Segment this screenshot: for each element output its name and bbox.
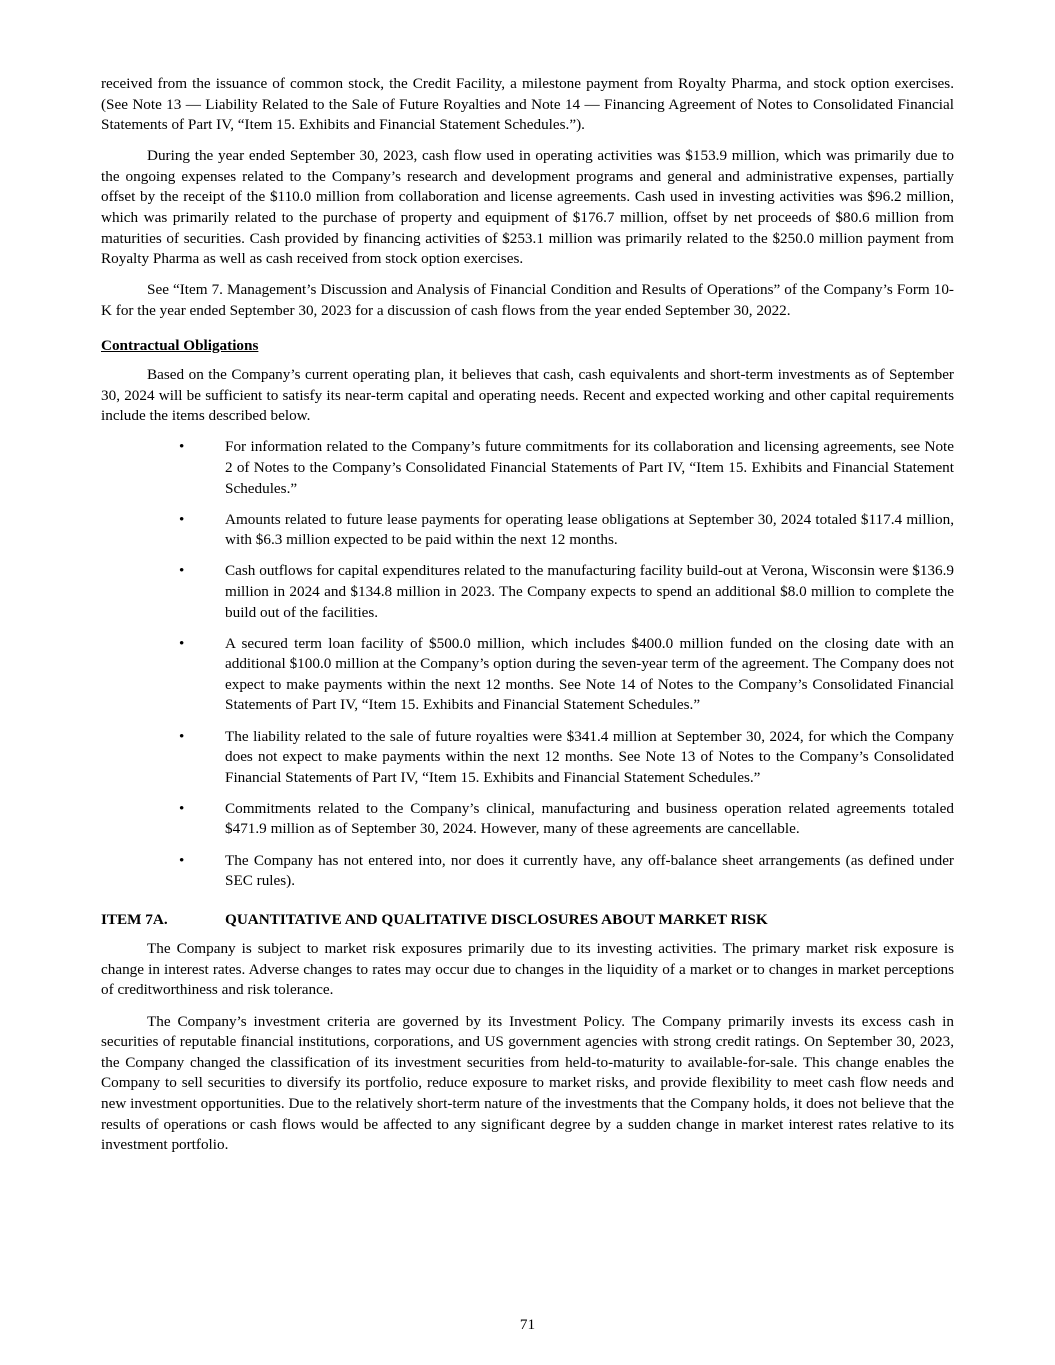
list-item: [101, 437, 954, 499]
list-item-text: The Company has not entered into, nor does it currently have, any off-balance sheet arrangements (as defined under SEC rules).: [225, 851, 954, 890]
bullet-icon: •: [179, 851, 185, 869]
item-number: ITEM 7A.: [101, 910, 168, 928]
page-number: 71: [519, 1316, 536, 1333]
paragraph: Based on the Company’s current operating plan, it believes that cash, cash equivalents and short-term investments as of September 30, 2024 will be sufficient to satisfy its near-term capital and operating needs. Recent and expected working and other capital requirements include the items described below.: [101, 366, 954, 425]
list-item-text: Cash outflows for capital expenditures related to the manufacturing facility build-out at Verona, Wisconsin were $136.9 million in 2024 and $134.8 million in 2023. The Company expects to spend an additional $8.0 million to complete the build out of the facilities.: [225, 562, 954, 621]
bullet-icon: •: [179, 562, 185, 580]
document-page: [101, 74, 954, 1166]
bullet-icon: •: [179, 438, 185, 456]
bullet-icon: •: [179, 634, 185, 652]
list-item: [101, 851, 954, 892]
bullet-icon: •: [179, 510, 185, 528]
paragraph: The Company is subject to market risk exposures primarily due to its investing activities. The primary market risk exposure is change in interest rates. Adverse changes to rates may occur due to changes in the liquidity of a market or to changes in market perceptions of creditworthiness and risk tolerance.: [101, 940, 954, 999]
item-title: QUANTITATIVE AND QUALITATIVE DISCLOSURES ABOUT MARKET RISK: [225, 910, 768, 928]
paragraph: received from the issuance of common stock, the Credit Facility, a milestone payment from Royalty Pharma, and stock option exercises. (See Note 13 — Liability Related to the Sale of Future Royalties and Note 14 — Financing Agreement of Notes to Consolidated Financial Statements of Part IV, “Item 15. Exhibits and Financial Statement Schedules.”).: [101, 75, 954, 134]
section-heading-contractual-obligations: Contractual Obligations: [101, 336, 259, 354]
list-item: [101, 727, 954, 789]
bullet-icon: •: [179, 799, 185, 817]
list-item: [101, 510, 954, 551]
paragraph: During the year ended September 30, 2023, cash flow used in operating activities was $153.9 million, which was primarily due to the ongoing expenses related to the Company’s research and development programs and general and administrative expenses, partially offset by the receipt of the $110.0 million from collaboration and license agreements. Cash used in investing activities was $96.2 million, which was primarily related to the purchase of property and equipment of $176.7 million, offset by net proceeds of $80.6 million from maturities of securities. Cash provided by financing activities of $253.1 million was primarily related to the $250.0 million payment from Royalty Pharma as well as cash received from stock option exercises.: [101, 147, 954, 268]
list-item: [101, 634, 954, 716]
list-item-text: A secured term loan facility of $500.0 million, which includes $400.0 million funded on the closing date with an additional $100.0 million at the Company’s option during the seven-year term of the agreement. The Company does not expect to make payments within the next 12 months. See Note 14 of Notes to the Company’s Consolidated Financial Statements of Part IV, “Item 15. Exhibits and Financial Statement Schedules.”: [225, 634, 954, 714]
list-item-text: For information related to the Company’s future commitments for its collaboration and licensing agreements, see Note 2 of Notes to the Company’s Consolidated Financial Statements of Part IV, “Item 15. Exhibits and Financial Statement Schedules.”: [225, 438, 954, 497]
list-item-text: Commitments related to the Company’s clinical, manufacturing and business operation related agreements totaled $471.9 million as of September 30, 2024. However, many of these agreements are cancellable.: [225, 799, 954, 838]
paragraph: See “Item 7. Management’s Discussion and Analysis of Financial Condition and Results of Operations” of the Company’s Form 10-K for the year ended September 30, 2023 for a discussion of cash flows from the year ended September 30, 2022.: [101, 281, 954, 319]
list-item: [101, 561, 954, 623]
list-item-text: Amounts related to future lease payments for operating lease obligations at September 30, 2024 totaled $117.4 million, with $6.3 million expected to be paid within the next 12 months.: [225, 510, 954, 549]
item-7a-heading: [101, 910, 954, 931]
paragraph: The Company’s investment criteria are governed by its Investment Policy. The Company primarily invests its excess cash in securities of reputable financial institutions, corporations, and US government agencies with strong credit ratings. On September 30, 2023, the Company changed the classification of its investment securities from held-to-maturity to available-for-sale. This change enables the Company to sell securities to diversify its portfolio, reduce exposure to market risks, and provide flexibility to meet cash flow needs and new investment opportunities. Due to the relatively short-term nature of the investments that the Company holds, it does not believe that the results of operations or cash flows would be affected to any significant degree by a sudden change in market interest rates relative to its investment portfolio.: [101, 1012, 954, 1154]
list-item: [101, 799, 954, 840]
bullet-list: [101, 437, 954, 891]
bullet-icon: •: [179, 727, 185, 745]
list-item-text: The liability related to the sale of future royalties were $341.4 million at September 30, 2024, for which the Company does not expect to make payments within the next 12 months. See Note 13 of Notes to the Company’s Consolidated Financial Statements of Part IV, “Item 15. Exhibits and Financial Statement Schedules.”: [225, 727, 954, 786]
